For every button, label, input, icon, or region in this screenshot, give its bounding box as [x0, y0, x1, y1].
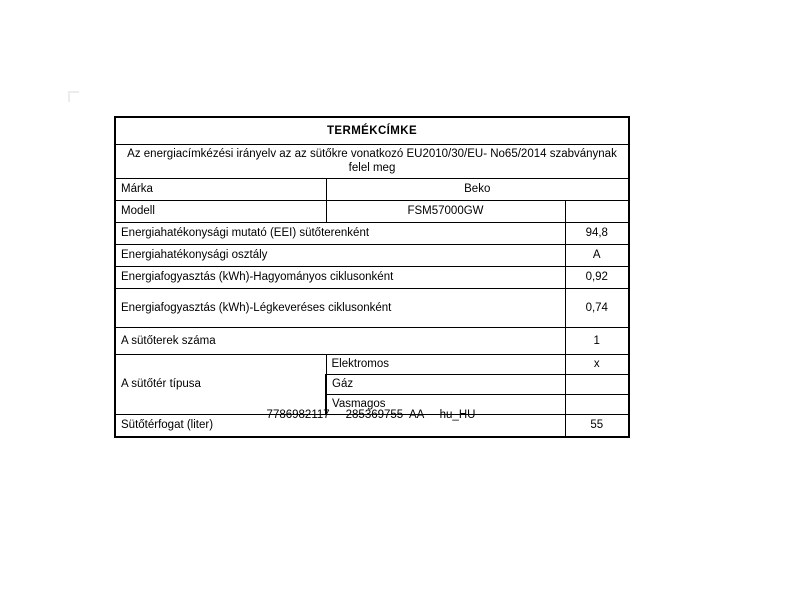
scan-artifact [68, 91, 79, 102]
table-row [115, 288, 629, 327]
table-row-subtitle [115, 145, 629, 179]
consumption-fan-label: Energiafogyasztás (kWh)-Légkeveréses ciklusonként [115, 288, 565, 327]
consumption-conventional-value: 0,92 [565, 266, 629, 288]
brand-value: Beko [326, 178, 629, 200]
table-row-title [115, 117, 629, 145]
cavity-type-option-iron-label: Vasmagos [326, 394, 565, 414]
cavity-count-label: A sütőterek száma [115, 327, 565, 354]
consumption-conventional-label: Energiafogyasztás (kWh)-Hagyományos ciklusonként [115, 266, 565, 288]
cavity-type-option-gas-value [565, 374, 629, 394]
model-value: FSM57000GW [326, 200, 565, 222]
cavity-count-value: 1 [565, 327, 629, 354]
volume-value: 55 [565, 414, 629, 437]
volume-label: Sütőtérfogat (liter) [115, 414, 565, 437]
consumption-fan-value: 0,74 [565, 288, 629, 327]
product-label-sheet [114, 116, 628, 438]
product-label-table [114, 116, 630, 438]
efficiency-class-value: A [565, 244, 629, 266]
cavity-type-option-electric-value: x [565, 354, 629, 374]
table-row [115, 354, 629, 374]
eei-label: Energiahatékonysági mutató (EEI) sütőterenként [115, 222, 565, 244]
model-value-spacer [565, 200, 629, 222]
model-label: Modell [115, 200, 326, 222]
regulation-subtitle: Az energiacímkézési irányelv az az sütőkre vonatkozó EU2010/30/EU- No65/2014 szabványnak felel meg [115, 145, 629, 179]
cavity-type-option-gas-label: Gáz [326, 374, 565, 394]
footer-code-line: 7786982117 285369755 AA hu_HU [266, 409, 476, 421]
cavity-type-label: A sütőtér típusa [115, 354, 326, 414]
table-row [115, 266, 629, 288]
table-row [115, 222, 629, 244]
eei-value: 94,8 [565, 222, 629, 244]
table-row [115, 327, 629, 354]
cavity-type-option-electric-label: Elektromos [326, 354, 565, 374]
table-row [115, 200, 629, 222]
table-row [115, 244, 629, 266]
brand-label: Márka [115, 178, 326, 200]
page-title: TERMÉKCÍMKE [115, 117, 629, 145]
efficiency-class-label: Energiahatékonysági osztály [115, 244, 565, 266]
table-row [115, 178, 629, 200]
